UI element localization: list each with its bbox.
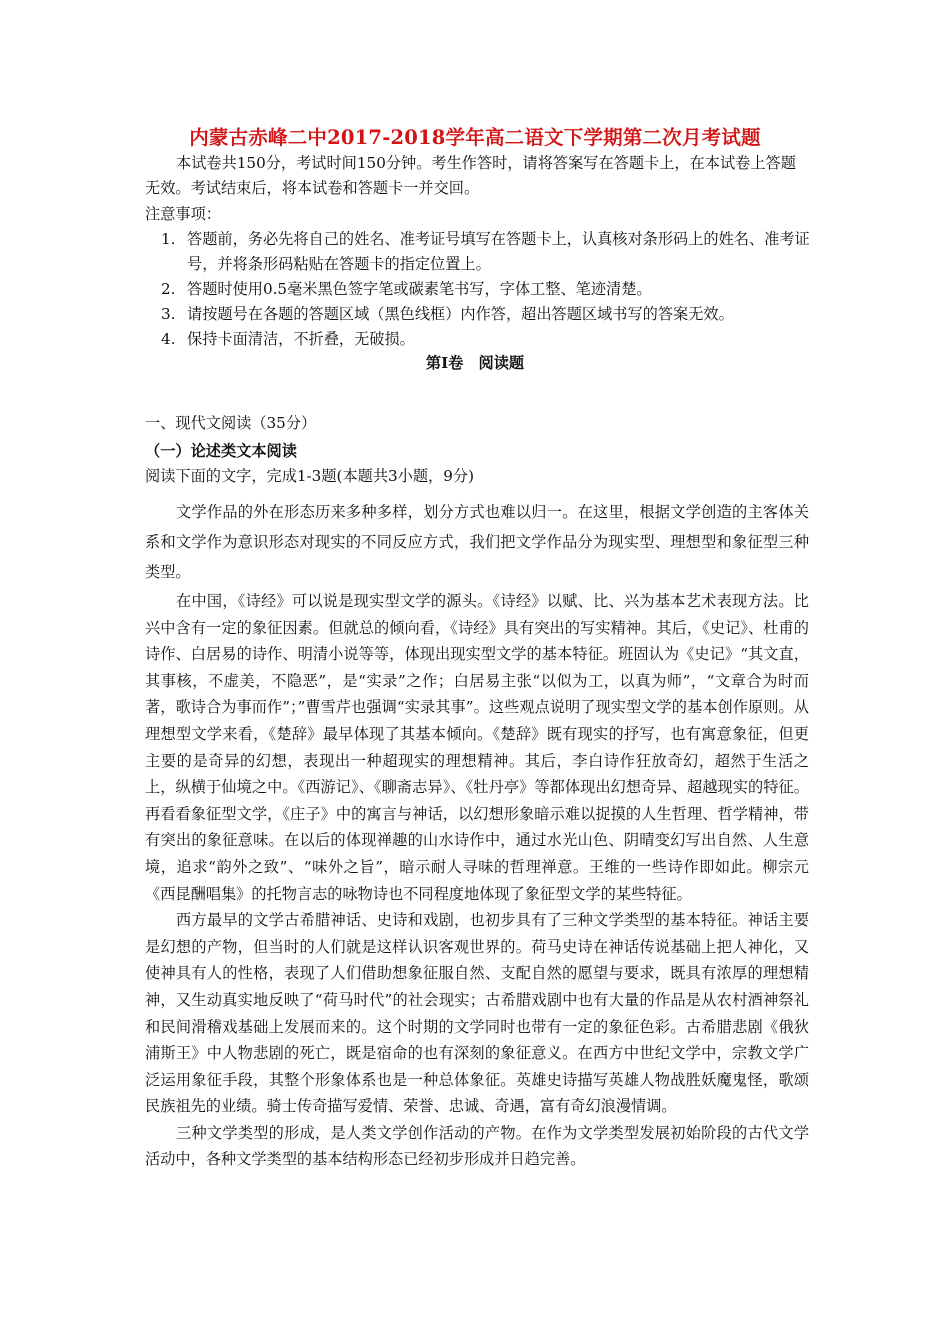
notice-heading: 注意事项： bbox=[145, 205, 221, 223]
notice-number: 1. bbox=[161, 230, 176, 248]
intro-text: 本试卷共150分，考试时间150分钟。考生作答时，请将答案写在答题卡上，在本试卷上答题无效。考试结束后，将本试卷和答题卡一并交回。 bbox=[145, 154, 796, 197]
section-title: 第Ⅰ卷 阅读题 bbox=[425, 354, 525, 372]
notice-item bbox=[145, 277, 810, 302]
reading-instruction: 阅读下面的文字，完成1-3题(本题共3小题，9分) bbox=[145, 467, 475, 485]
passage-paragraph: 在中国，《诗经》可以说是现实型文学的源头。《诗经》以赋、比、兴为基本艺术表现方法。比兴中含有一定的象征因素。但就总的倾向看，《诗经》具有突出的写实精神。其后，《史记》、杜甫的诗作、白居易的诗作、明清小说等等，体现出现实型文学的基本特征。班固认为《史记》“其文直，其事核，不虚美，不隐恶”，是“实录”之作；白居易主张“以似为工，以真为师”，“文章合为时而著，歌诗合为事而作”；”曹雪芹也强调“实录其事”。这些观点说明了现实型文学的基本创作原则。从理想型文学来看，《楚辞》最早体现了其基本倾向。《楚辞》既有现实的抒写，也有寓意象征，但更主要的是奇异的幻想，表现出一种超现实的理想精神。其后，李白诗作狂放奇幻，超然于生活之上，纵横于仙境之中。《西游记》、《聊斋志异》、《牡丹亭》等都体现出幻想奇异、超越现实的特征。再看看象征型文学，《庄子》中的寓言与神话，以幻想形象暗示难以捉摸的人生哲理、哲学精神，带有突出的象征意味。在以后的体现禅趣的山水诗作中，通过水光山色、阴晴变幻写出自然、人生意境，追求“韵外之致”、“味外之旨”，暗示耐人寻味的哲理禅意。王维的一些诗作即如此。柳宗元《西昆酬唱集》的托物言志的咏物诗也不同程度地体现了象征型文学的某些特征。 bbox=[145, 592, 809, 903]
passage-paragraph: 西方最早的文学古希腊神话、史诗和戏剧，也初步具有了三种文学类型的基本特征。神话主要是幻想的产物，但当时的人们就是这样认识客观世界的。荷马史诗在神话传说基础上把人神化，又使神具有人的性格，表现了人们借助想象征服自然、支配自然的愿望与要求，既具有浓厚的理想精神，又生动真实地反映了“荷马时代”的社会现实；古希腊戏剧中也有大量的作品是从农村酒神祭礼和民间滑稽戏基础上发展而来的。这个时期的文学同时也带有一定的象征色彩。古希腊悲剧《俄狄浦斯王》中人物悲剧的死亡，既是宿命的也有深刻的象征意义。在西方中世纪文学中，宗教文学广泛运用象征手段，其整个形象体系也是一种总体象征。英雄史诗描写英雄人物战胜妖魔鬼怪，歌颂民族祖先的业绩。骑士传奇描写爱情、荣誉、忠诚、奇遇，富有奇幻浪漫情调。 bbox=[145, 911, 809, 1116]
notice-text: 请按题号在各题的答题区域（黑色线框）内作答，超出答题区域书写的答案无效。 bbox=[187, 305, 734, 323]
notice-item bbox=[145, 227, 810, 277]
notice-item bbox=[145, 302, 810, 327]
notice-number: 3. bbox=[161, 305, 176, 323]
part-one-heading: 一、现代文阅读（35分） bbox=[145, 414, 317, 432]
exam-title: 内蒙古赤峰二中2017-2018学年高二语文下学期第二次月考试题 bbox=[189, 126, 761, 149]
passage-paragraph: 三种文学类型的形成，是人类文学创作活动的产物。在作为文学类型发展初始阶段的古代文学活动中，各种文学类型的基本结构形态已经初步形成并日趋完善。 bbox=[145, 1123, 809, 1169]
passage-intro bbox=[145, 497, 809, 587]
exam-intro bbox=[145, 151, 810, 201]
notice-text: 答题时使用0.5毫米黑色签字笔或碳素笔书写，字体工整、笔迹清楚。 bbox=[187, 280, 652, 298]
notice-number: 2. bbox=[161, 280, 176, 298]
notice-item bbox=[145, 327, 810, 352]
notice-list bbox=[145, 227, 810, 352]
notice-number: 4. bbox=[161, 330, 176, 348]
notice-text: 答题前，务必先将自己的姓名、准考证号填写在答题卡上，认真核对条形码上的姓名、准考证号，并将条形码粘贴在答题卡的指定位置上。 bbox=[187, 230, 810, 273]
passage-body bbox=[145, 588, 809, 1173]
notice-text: 保持卡面清洁，不折叠，无破损。 bbox=[187, 330, 415, 348]
subsection-heading: （一）论述类文本阅读 bbox=[145, 442, 297, 460]
passage-paragraph: 文学作品的外在形态历来多种多样，划分方式也难以归一。在这里，根据文学创造的主客体关系和文学作为意识形态对现实的不同反应方式，我们把文学作品分为现实型、理想型和象征型三种类型。 bbox=[145, 503, 809, 581]
